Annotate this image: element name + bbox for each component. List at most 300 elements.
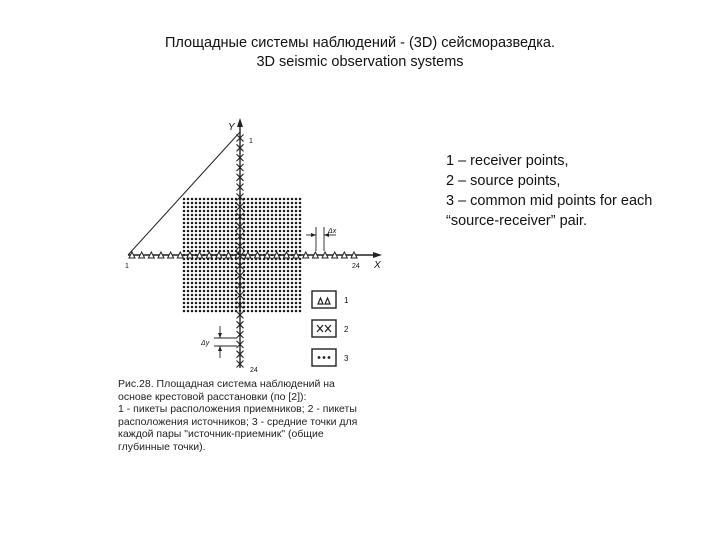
caption-line: глубинные точки).	[118, 440, 206, 453]
midpoint-dot	[203, 270, 206, 273]
midpoint-dot	[247, 210, 250, 213]
midpoint-dot	[243, 234, 246, 237]
midpoint-dot	[219, 218, 222, 221]
midpoint-dot	[231, 198, 234, 201]
midpoint-dot	[207, 226, 210, 229]
midpoint-dot	[195, 214, 198, 217]
midpoint-dot	[279, 234, 282, 237]
midpoint-dot	[207, 202, 210, 205]
midpoint-dot	[215, 234, 218, 237]
midpoint-dot	[291, 222, 294, 225]
midpoint-dot	[279, 202, 282, 205]
midpoint-dot	[287, 210, 290, 213]
midpoint-dot	[279, 242, 282, 245]
midpoint-dot	[247, 306, 250, 309]
midpoint-dot	[287, 198, 290, 201]
midpoint-dot	[183, 242, 186, 245]
midpoint-dot	[223, 310, 226, 313]
midpoint-dot	[203, 266, 206, 269]
midpoint-dot	[195, 246, 198, 249]
midpoint-dot	[231, 290, 234, 293]
midpoint-dot	[287, 282, 290, 285]
midpoint-dot	[207, 262, 210, 265]
midpoint-dot	[231, 218, 234, 221]
midpoint-dot	[199, 202, 202, 205]
key-label-1: 1	[344, 296, 349, 305]
midpoint-dot	[247, 302, 250, 305]
midpoint-dot	[199, 210, 202, 213]
midpoint-dot	[299, 262, 302, 265]
midpoint-dot	[279, 302, 282, 305]
midpoint-dot	[291, 250, 294, 253]
midpoint-dot	[263, 222, 266, 225]
midpoint-dot	[283, 206, 286, 209]
midpoint-dot	[215, 290, 218, 293]
midpoint-dot	[243, 226, 246, 229]
midpoint-dot	[283, 278, 286, 281]
midpoint-dot	[199, 310, 202, 313]
midpoint-dot	[183, 310, 186, 313]
midpoint-dot	[231, 282, 234, 285]
midpoint-dot	[291, 310, 294, 313]
midpoint-dot	[267, 218, 270, 221]
midpoint-dot	[211, 306, 214, 309]
midpoint-dot	[215, 202, 218, 205]
midpoint-dot	[267, 238, 270, 241]
midpoint-dot	[183, 294, 186, 297]
midpoint-dot	[215, 222, 218, 225]
midpoint-dot	[247, 282, 250, 285]
midpoint-dot	[251, 198, 254, 201]
midpoint-dot	[267, 266, 270, 269]
midpoint-dot	[203, 218, 206, 221]
midpoint-dot	[271, 278, 274, 281]
midpoint-dot	[295, 278, 298, 281]
midpoint-dot	[287, 286, 290, 289]
midpoint-dot	[183, 218, 186, 221]
midpoint-dot	[259, 238, 262, 241]
midpoint-dot	[187, 238, 190, 241]
midpoint-dot	[275, 270, 278, 273]
midpoint-dot	[255, 262, 258, 265]
observation-system-diagram	[110, 110, 400, 380]
midpoint-dot	[191, 246, 194, 249]
midpoint-dot	[259, 206, 262, 209]
midpoint-dot	[199, 218, 202, 221]
midpoint-dot	[259, 222, 262, 225]
midpoint-dot	[195, 198, 198, 201]
midpoint-dot	[183, 286, 186, 289]
midpoint-dot	[279, 286, 282, 289]
midpoint-dot	[215, 310, 218, 313]
midpoint-dot	[211, 242, 214, 245]
midpoint-dot	[195, 266, 198, 269]
midpoint-dot	[231, 214, 234, 217]
midpoint-dot	[267, 262, 270, 265]
midpoint-dot	[271, 210, 274, 213]
midpoint-dot	[275, 226, 278, 229]
midpoint-dot	[279, 298, 282, 301]
midpoint-dot	[271, 242, 274, 245]
midpoint-dot	[275, 286, 278, 289]
midpoint-dot	[255, 306, 258, 309]
midpoint-dot	[295, 266, 298, 269]
midpoint-dot	[211, 310, 214, 313]
midpoint-dot	[199, 242, 202, 245]
midpoint-dot	[223, 286, 226, 289]
midpoint-dot	[251, 226, 254, 229]
midpoint-dot	[191, 202, 194, 205]
midpoint-dot	[259, 234, 262, 237]
midpoint-dot	[271, 306, 274, 309]
midpoint-dot	[227, 302, 230, 305]
midpoint-dot	[263, 262, 266, 265]
midpoint-dot	[187, 274, 190, 277]
midpoint-dot	[215, 246, 218, 249]
midpoint-dot	[275, 262, 278, 265]
midpoint-dot	[283, 302, 286, 305]
midpoint-dot	[191, 238, 194, 241]
midpoint-dot	[299, 310, 302, 313]
midpoint-dot	[219, 226, 222, 229]
midpoint-dot	[267, 282, 270, 285]
midpoint-dot	[255, 206, 258, 209]
dx-spacing-marker	[306, 227, 337, 251]
midpoint-dot	[215, 214, 218, 217]
midpoint-dot	[195, 278, 198, 281]
midpoint-dot	[287, 274, 290, 277]
midpoint-dot	[215, 306, 218, 309]
midpoint-dot	[219, 222, 222, 225]
midpoint-dot	[287, 262, 290, 265]
midpoint-dot	[223, 290, 226, 293]
midpoint-dot	[215, 278, 218, 281]
midpoint-dot	[211, 210, 214, 213]
midpoint-dot	[287, 242, 290, 245]
midpoint-dot	[199, 266, 202, 269]
midpoint-dot	[275, 218, 278, 221]
midpoint-dot	[291, 294, 294, 297]
midpoint-dot	[195, 306, 198, 309]
midpoint-dot	[203, 302, 206, 305]
midpoint-dot	[275, 310, 278, 313]
midpoint-dot	[271, 282, 274, 285]
midpoint-dot	[195, 262, 198, 265]
midpoint-dot	[271, 250, 274, 253]
midpoint-dot	[235, 294, 238, 297]
midpoint-dot	[199, 238, 202, 241]
midpoint-dot	[255, 302, 258, 305]
midpoint-dot	[247, 270, 250, 273]
midpoint-dot	[255, 238, 258, 241]
midpoint-dot	[211, 270, 214, 273]
midpoint-dot	[279, 274, 282, 277]
midpoint-dot	[223, 262, 226, 265]
midpoint-dot	[231, 278, 234, 281]
midpoint-dot	[183, 306, 186, 309]
midpoint-dot	[299, 270, 302, 273]
midpoint-dot	[275, 214, 278, 217]
midpoint-dot	[207, 218, 210, 221]
midpoint-dot	[187, 302, 190, 305]
midpoint-dot	[251, 290, 254, 293]
midpoint-dot	[291, 218, 294, 221]
key-dots-icon	[318, 356, 331, 359]
midpoint-dot	[187, 310, 190, 313]
midpoint-dot	[299, 226, 302, 229]
midpoint-dot	[247, 202, 250, 205]
midpoint-dot	[283, 202, 286, 205]
midpoint-dot	[211, 218, 214, 221]
midpoint-dot	[195, 270, 198, 273]
midpoint-dot	[247, 262, 250, 265]
midpoint-dot	[183, 238, 186, 241]
midpoint-dot	[199, 214, 202, 217]
midpoint-dot	[263, 218, 266, 221]
midpoint-dot	[203, 310, 206, 313]
midpoint-dot	[211, 298, 214, 301]
midpoint-dot	[191, 250, 194, 253]
midpoint-dot	[195, 218, 198, 221]
midpoint-dot	[187, 214, 190, 217]
midpoint-dot	[187, 246, 190, 249]
midpoint-dot	[199, 302, 202, 305]
midpoint-dot	[203, 274, 206, 277]
caption-line: Рис.28. Площадная система наблюдений на	[118, 378, 335, 390]
midpoint-dot	[219, 294, 222, 297]
symbol-key	[312, 291, 349, 366]
midpoint-dot	[299, 278, 302, 281]
diagonal-line	[128, 132, 240, 255]
midpoint-dot	[279, 198, 282, 201]
midpoint-dot	[203, 262, 206, 265]
legend-item-midpoints-cont: “source-receiver” pair.	[446, 213, 588, 229]
midpoint-dot	[227, 230, 230, 233]
key-triangle-icon	[318, 298, 323, 304]
midpoint-dot	[295, 222, 298, 225]
midpoint-dot	[199, 278, 202, 281]
midpoint-dot	[187, 218, 190, 221]
midpoint-dot	[191, 274, 194, 277]
source-last-label: 24	[250, 367, 258, 374]
caption-line: основе крестовой расстановки (по [2]):	[118, 390, 307, 403]
symbol-legend-text	[446, 151, 716, 231]
midpoint-dot	[299, 206, 302, 209]
midpoint-dot	[267, 234, 270, 237]
midpoint-dot	[247, 226, 250, 229]
midpoint-dot	[235, 246, 238, 249]
midpoint-dot	[223, 250, 226, 253]
midpoint-dot	[259, 246, 262, 249]
midpoint-dot	[263, 298, 266, 301]
midpoint-dot	[251, 266, 254, 269]
midpoint-dot	[255, 202, 258, 205]
key-triangle-icon	[325, 298, 330, 304]
midpoint-dot	[255, 218, 258, 221]
midpoint-dot	[255, 310, 258, 313]
midpoint-dot	[291, 290, 294, 293]
midpoint-dot	[299, 202, 302, 205]
midpoint-dot	[255, 222, 258, 225]
midpoint-dot	[183, 230, 186, 233]
midpoint-dot	[219, 298, 222, 301]
midpoint-dot	[195, 234, 198, 237]
midpoint-dot	[227, 218, 230, 221]
midpoint-dot	[227, 290, 230, 293]
midpoint-dot	[287, 202, 290, 205]
midpoint-dot	[287, 214, 290, 217]
midpoint-dot	[279, 306, 282, 309]
midpoint-dot	[191, 286, 194, 289]
y-axis-arrow	[237, 118, 243, 127]
midpoint-dot	[295, 238, 298, 241]
midpoint-dot	[247, 278, 250, 281]
midpoint-dot	[271, 310, 274, 313]
midpoint-dot	[231, 306, 234, 309]
midpoint-dot	[287, 226, 290, 229]
midpoint-dot	[255, 270, 258, 273]
midpoint-dot	[219, 274, 222, 277]
midpoint-dot	[207, 222, 210, 225]
midpoint-dot	[251, 274, 254, 277]
midpoint-dot	[291, 206, 294, 209]
midpoint-dot	[215, 262, 218, 265]
midpoint-dot	[291, 266, 294, 269]
midpoint-dot	[279, 290, 282, 293]
midpoint-dot	[183, 290, 186, 293]
midpoint-dot	[291, 278, 294, 281]
midpoint-dot	[263, 230, 266, 233]
midpoint-dot	[259, 274, 262, 277]
midpoint-dot	[187, 242, 190, 245]
midpoint-dot	[231, 266, 234, 269]
midpoint-dot	[299, 250, 302, 253]
midpoint-dot	[211, 282, 214, 285]
midpoint-dot	[183, 246, 186, 249]
midpoint-dot	[207, 242, 210, 245]
midpoint-dot	[275, 278, 278, 281]
midpoint-dot	[259, 250, 262, 253]
midpoint-dot	[203, 298, 206, 301]
midpoint-dot	[183, 278, 186, 281]
midpoint-dot	[271, 214, 274, 217]
legend-item-midpoints: 3 – common mid points for each	[446, 193, 653, 209]
midpoint-dot	[199, 262, 202, 265]
midpoint-dot	[279, 250, 282, 253]
midpoint-dot	[283, 234, 286, 237]
midpoint-dot	[295, 226, 298, 229]
midpoint-dot	[219, 302, 222, 305]
midpoint-dot	[247, 286, 250, 289]
midpoint-dot	[255, 286, 258, 289]
midpoint-dot	[183, 198, 186, 201]
midpoint-dot	[263, 250, 266, 253]
midpoint-dot	[231, 270, 234, 273]
midpoint-dot	[227, 202, 230, 205]
midpoint-dot	[203, 222, 206, 225]
midpoint-dot	[215, 294, 218, 297]
midpoint-dot	[251, 302, 254, 305]
midpoint-dot	[251, 234, 254, 237]
midpoint-dot	[187, 278, 190, 281]
midpoint-dot	[191, 306, 194, 309]
midpoint-dot	[195, 222, 198, 225]
key-box-receivers	[312, 291, 336, 308]
midpoint-dot	[251, 214, 254, 217]
midpoint-dot	[271, 198, 274, 201]
midpoint-dot	[211, 234, 214, 237]
midpoint-dot	[231, 246, 234, 249]
midpoint-dot	[251, 210, 254, 213]
midpoint-dot	[223, 298, 226, 301]
midpoint-dot	[207, 198, 210, 201]
midpoint-dot	[199, 290, 202, 293]
midpoint-dot	[283, 250, 286, 253]
midpoint-dot	[187, 210, 190, 213]
midpoint-dot	[223, 202, 226, 205]
midpoint-dot	[227, 286, 230, 289]
midpoint-dot	[295, 206, 298, 209]
midpoint-dot	[287, 222, 290, 225]
midpoint-dot	[207, 290, 210, 293]
midpoint-dot	[227, 198, 230, 201]
midpoint-dot	[283, 262, 286, 265]
midpoint-dot	[219, 234, 222, 237]
midpoint-dot	[295, 198, 298, 201]
midpoint-dot	[211, 262, 214, 265]
midpoint-dot	[195, 290, 198, 293]
midpoint-dot	[231, 230, 234, 233]
figure-caption	[118, 378, 408, 454]
midpoint-dot	[207, 210, 210, 213]
midpoint-dot	[187, 262, 190, 265]
midpoint-dot	[215, 270, 218, 273]
midpoint-dot	[227, 210, 230, 213]
midpoint-dot	[187, 234, 190, 237]
midpoint-dot	[263, 294, 266, 297]
midpoint-dot	[211, 198, 214, 201]
midpoint-dot	[299, 218, 302, 221]
midpoint-dot	[231, 242, 234, 245]
midpoint-dot	[215, 250, 218, 253]
midpoint-dot	[271, 226, 274, 229]
midpoint-dot	[207, 238, 210, 241]
midpoint-dot	[223, 294, 226, 297]
midpoint-dot	[187, 290, 190, 293]
midpoint-dot	[299, 286, 302, 289]
midpoint-dot	[203, 250, 206, 253]
midpoint-dot	[219, 242, 222, 245]
midpoint-dot	[275, 202, 278, 205]
midpoint-dot	[223, 198, 226, 201]
midpoint-dot	[211, 274, 214, 277]
midpoint-dot	[191, 266, 194, 269]
midpoint-dot	[219, 198, 222, 201]
midpoint-dot	[291, 214, 294, 217]
midpoint-dot	[195, 282, 198, 285]
midpoint-dot	[199, 282, 202, 285]
midpoint-dot	[187, 266, 190, 269]
midpoint-dot	[263, 266, 266, 269]
midpoint-dot	[227, 278, 230, 281]
midpoint-dot	[263, 206, 266, 209]
midpoint-dot	[255, 274, 258, 277]
midpoint-dot	[215, 210, 218, 213]
midpoint-dot	[299, 210, 302, 213]
midpoint-dot	[259, 278, 262, 281]
midpoint-dot	[291, 238, 294, 241]
midpoint-dot	[227, 242, 230, 245]
